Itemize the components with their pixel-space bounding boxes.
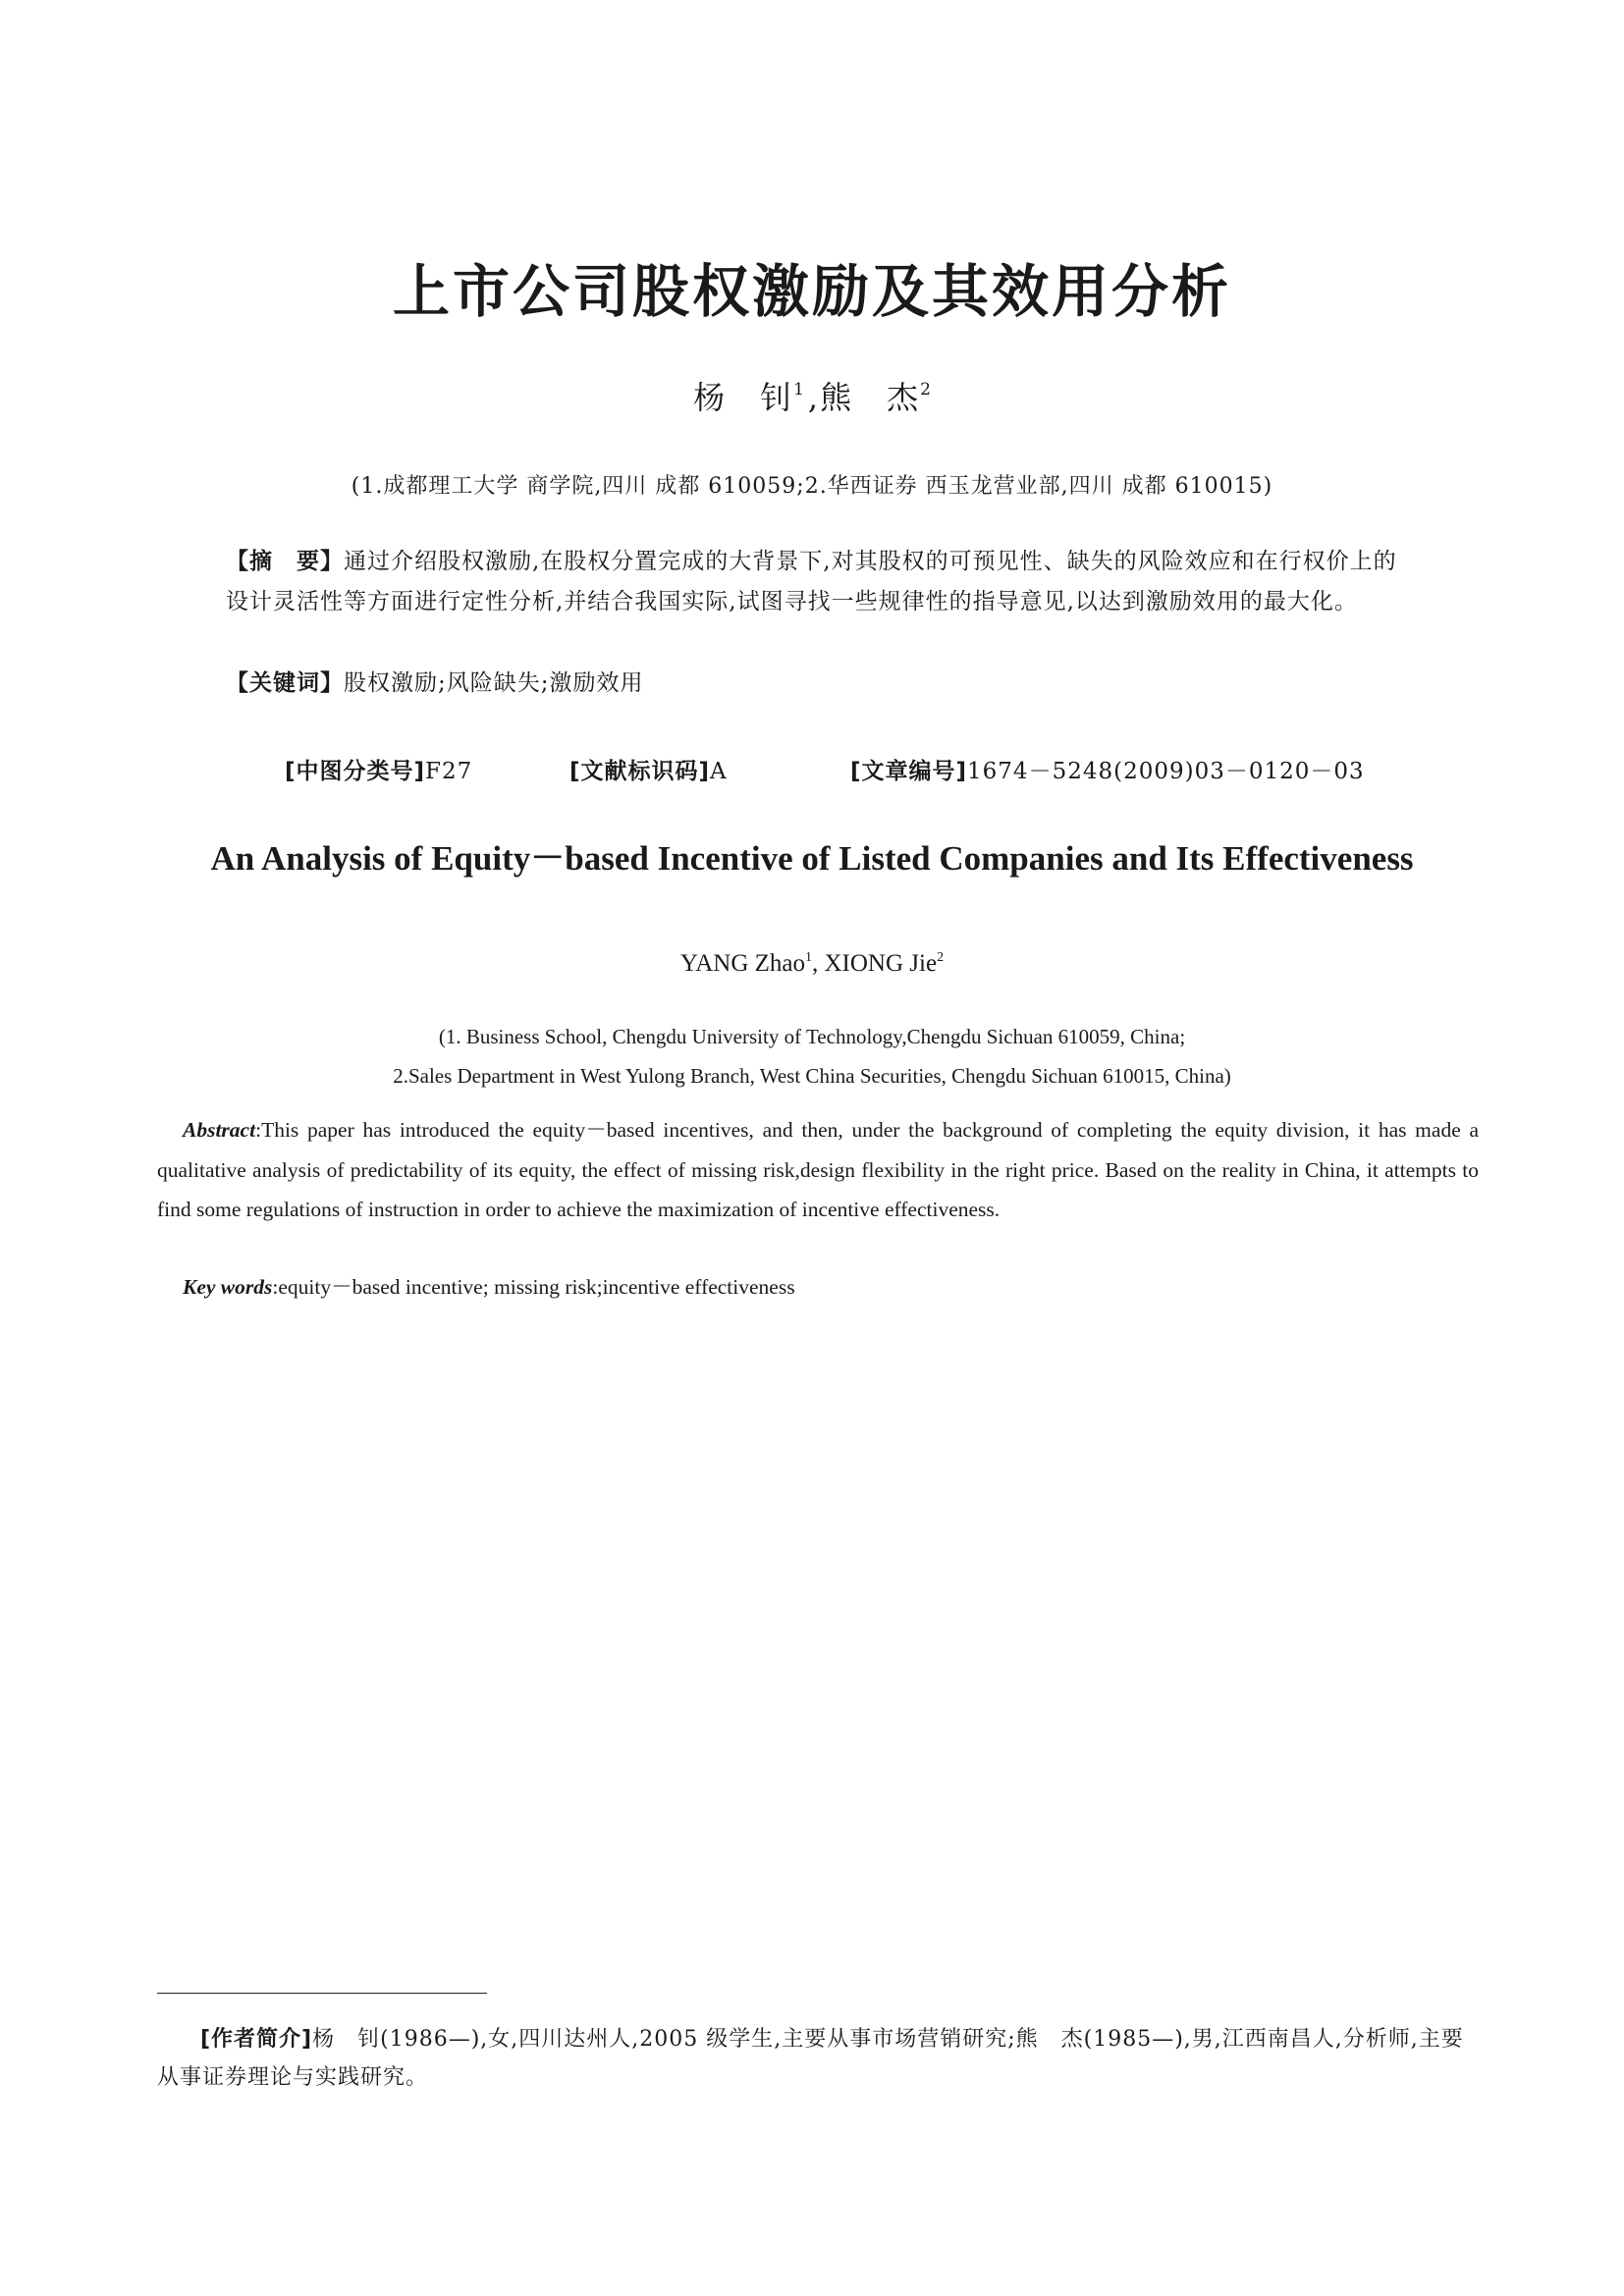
- keywords-cn: [226, 664, 1404, 704]
- author-1-affiliation-mark-en: 1: [805, 950, 812, 965]
- article-number-label: [文章编号]: [850, 759, 968, 784]
- article-number-value: 1674－5248(2009)03－0120－03: [967, 759, 1365, 784]
- clc-number: [285, 753, 472, 785]
- author-separator-en: ,: [812, 950, 825, 977]
- document-code: [569, 753, 728, 785]
- abstract-en: [157, 1110, 1479, 1230]
- author-separator: ,: [807, 379, 821, 416]
- authors-en: [0, 950, 1624, 978]
- clc-value: F27: [425, 759, 473, 784]
- keywords-label-cn: 【关键词】: [226, 670, 344, 696]
- affiliation-en-line-2: 2.Sales Department in West Yulong Branch, West China Securities, Chengdu Sichuan 610015, China): [393, 1064, 1231, 1088]
- abstract-label-cn: 【摘 要】: [226, 549, 344, 574]
- author-2-affiliation-mark-en: 2: [937, 950, 945, 965]
- paper-title-cn: 上市公司股权激励及其效用分析: [392, 258, 1231, 325]
- paper-title-en: An Analysis of Equity－based Incentive of Listed Companies and Its Effectiveness: [210, 839, 1414, 878]
- footnote-divider: [157, 1993, 487, 1994]
- document-code-value: A: [710, 759, 728, 784]
- article-number: [850, 753, 1365, 785]
- keywords-text-en: equity－based incentive; missing risk;incentive effectiveness: [278, 1275, 795, 1299]
- footnote-label: [作者简介]: [200, 2027, 313, 2052]
- author-1-name-en: YANG Zhao: [679, 950, 805, 977]
- author-2-name-en: XIONG Jie: [824, 950, 938, 977]
- authors-cn: [0, 373, 1624, 418]
- document-code-label: [文献标识码]: [569, 759, 711, 784]
- abstract-colon-en: :: [255, 1118, 262, 1142]
- abstract-text-cn: 通过介绍股权激励,在股权分置完成的大背景下,对其股权的可预见性、缺失的风险效应和在行权价上的设计灵活性等方面进行定性分析,并结合我国实际,试图寻找一些规律性的指导意见,以达到激励效用的最大化。: [226, 549, 1397, 614]
- affiliation-cn: (1.成都理工大学 商学院,四川 成都 610059;2.华西证券 西玉龙营业部,四川 成都 610015): [351, 474, 1273, 499]
- classification-row: [0, 753, 1624, 786]
- affiliation-en-line-1: (1. Business School, Chengdu University of Technology,Chengdu Sichuan 610059, China;: [438, 1025, 1186, 1048]
- affiliation-en: [0, 1017, 1624, 1095]
- author-footnote: [157, 2020, 1481, 2097]
- author-2-name: 熊 杰: [820, 379, 921, 416]
- keywords-text-cn: 股权激励;风险缺失;激励效用: [344, 670, 644, 696]
- abstract-text-en: This paper has introduced the equity－based incentives, and then, under the background of completing the equity division, it has made a qualitative analysis of predictability of its equity, the effect of missing risk,design flexibility in the right price. Based on the reality in China, it attempts to find some regulations of instruction in order to achieve the maximization of incentive effectiveness.: [157, 1118, 1479, 1221]
- keywords-en: [183, 1270, 1479, 1301]
- keywords-label-en: Key words: [183, 1275, 273, 1299]
- author-1-affiliation-mark: 1: [793, 380, 804, 400]
- author-1-name: 杨 钊: [693, 379, 794, 416]
- keywords-colon-en: :: [272, 1275, 279, 1299]
- author-2-affiliation-mark: 2: [920, 380, 931, 400]
- abstract-label-en: Abstract: [183, 1118, 256, 1142]
- abstract-cn: [226, 542, 1404, 622]
- footnote-text: 杨 钊(1986—),女,四川达州人,2005 级学生,主要从事市场营销研究;熊 杰(1985—),男,江西南昌人,分析师,主要从事证券理论与实践研究。: [157, 2027, 1464, 2090]
- clc-label: [中图分类号]: [285, 759, 426, 784]
